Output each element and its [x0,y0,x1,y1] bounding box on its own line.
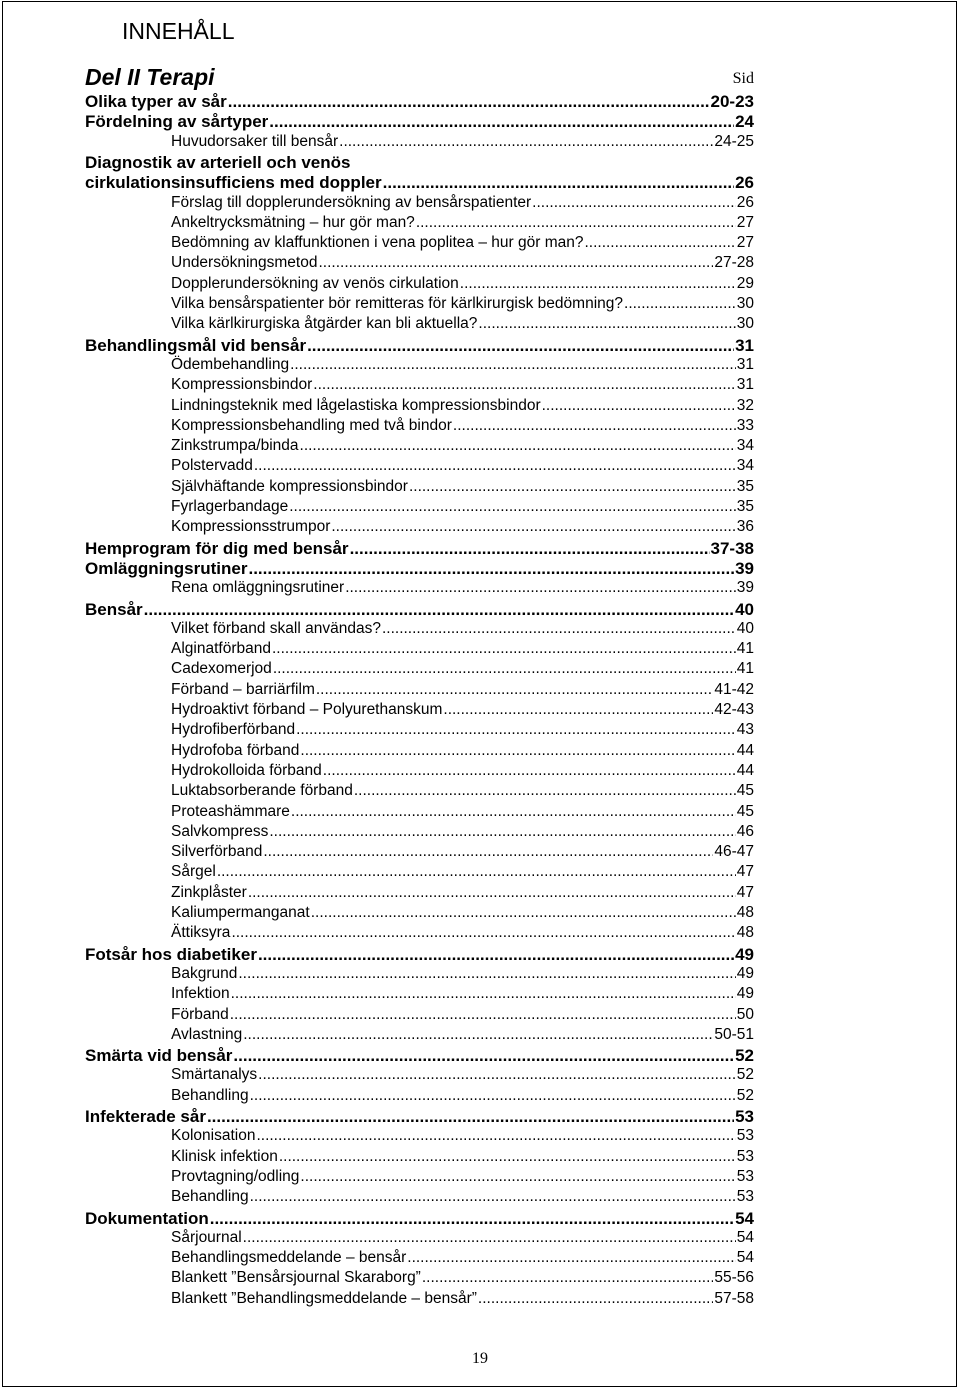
toc-entry[interactable] [171,660,754,680]
toc-entry[interactable] [171,275,754,295]
toc-entry[interactable] [171,803,754,823]
toc-entry-page: 53 [736,1167,754,1185]
toc-entry-page: 46 [736,822,754,840]
toc-entry-page: 36 [736,518,754,536]
toc-dot-leader [307,336,734,356]
toc-entry[interactable] [171,518,754,538]
toc-entry-label: Ättiksyra [171,924,231,942]
toc-entry-page: 37-38 [710,538,754,558]
toc-entry-page: 46-47 [714,843,754,861]
toc-entry[interactable] [171,234,754,254]
toc-entry-label: cirkulationsinsufficiens med doppler [85,173,382,193]
toc-dot-leader [383,173,734,193]
toc-entry-page: 44 [736,741,754,759]
toc-entry[interactable] [85,600,754,620]
toc-dot-leader [453,417,736,435]
toc-entry[interactable] [171,1087,754,1107]
toc-entry[interactable] [171,498,754,518]
toc-entry-label: Fotsår hos diabetiker [85,944,257,964]
toc-entry[interactable] [171,620,754,640]
toc-dot-leader [272,640,736,658]
toc-entry-page: 31 [736,355,754,373]
toc-entry-label: Zinkplåster [171,883,247,901]
toc-dot-leader [416,214,736,232]
toc-entry-page: 54 [736,1249,754,1267]
toc-entry-page: 49 [736,985,754,1003]
toc-entry-page: 41-42 [714,680,754,698]
toc-entry[interactable] [171,1026,754,1046]
toc-entry-label: Förslag till dopplerundersökning av bensårspatienter [171,193,532,211]
toc-dot-leader [258,1066,736,1084]
toc-entry[interactable] [171,640,754,660]
toc-dot-leader [478,315,735,333]
toc-entry-label: Lindningsteknik med lågelastiska kompressionsbindor [171,396,541,414]
toc-dot-leader [273,660,736,678]
toc-entry-page: 45 [736,782,754,800]
toc-entry[interactable] [171,1269,754,1289]
toc-entry-page: 41 [736,640,754,658]
toc-entry[interactable] [171,254,754,274]
toc-entry-label: Zinkstrumpa/binda [171,437,299,455]
toc-entry-page: 24 [735,112,754,132]
toc-entry-label: Ankeltrycksmätning – hur gör man? [171,213,415,231]
toc-dot-leader [354,782,736,800]
toc-entry-label: Bakgrund [171,964,238,982]
toc-entry[interactable] [171,843,754,863]
toc-entry[interactable] [171,214,754,234]
toc-entry[interactable] [171,721,754,741]
toc-entry[interactable] [171,457,754,477]
toc-entry-label: Sårjournal [171,1228,242,1246]
toc-entry[interactable] [171,1229,754,1249]
toc-entry-page: 48 [736,924,754,942]
toc-entry-page: 39 [736,579,754,597]
toc-entry-page: 47 [736,883,754,901]
toc-entry-page: 48 [736,904,754,921]
toc-dot-leader [243,1026,713,1044]
toc-entry-page: 26 [736,193,754,211]
toc-entry-label: Kompressionsbehandling med två bindor [171,416,452,434]
toc-entry-page: 27 [736,213,754,231]
toc-entry-label: Klinisk infektion [171,1147,278,1165]
toc-entry-label: Hemprogram för dig med bensår [85,538,349,558]
toc-entry[interactable] [171,1188,754,1208]
toc-entry[interactable] [171,295,754,315]
toc-entry[interactable] [85,92,754,112]
toc-entry[interactable] [171,965,754,985]
toc-dot-leader [331,518,735,536]
toc-dot-leader [144,600,734,620]
toc-entry-page: 53 [736,1188,754,1206]
toc-entry-page: 33 [736,416,754,434]
toc-dot-leader [316,681,713,699]
toc-entry-label: Bensår [85,599,143,619]
toc-entry-page: 30 [736,295,754,312]
toc-entry-label: Cadexomerjod [171,660,272,678]
toc-entry-page: 53 [736,1147,754,1165]
toc-dot-leader [339,133,713,151]
toc-entry[interactable] [171,884,754,904]
toc-entry-label: Smärta vid bensår [85,1046,233,1066]
toc-entry-label: Omläggningsrutiner [85,558,248,578]
toc-entry-label: Provtagning/odling [171,1167,300,1185]
toc-entry-label: Salvkompress [171,822,269,840]
toc-dot-leader [300,1168,735,1186]
toc-dot-leader [311,904,736,922]
toc-entry-page: 55-56 [714,1269,754,1287]
toc-dot-leader [269,112,734,132]
toc-entry-label: Huvudorsaker till bensår [171,132,339,150]
toc-entry-page: 43 [736,721,754,739]
toc-entry-label: Vilket förband skall användas? [171,619,381,637]
toc-dot-leader [269,823,735,841]
toc-entry-label: Kolonisation [171,1127,256,1145]
toc-entry-label: Avlastning [171,1025,243,1043]
toc-dot-leader [407,1249,735,1267]
toc-entry-label: Behandlingsmål vid bensår [85,335,307,355]
toc-entry[interactable] [85,559,754,579]
toc-entry-label: Proteashämmare [171,802,290,820]
toc-entry[interactable] [85,336,754,356]
toc-entry-label: Dopplerundersökning av venös cirkulation [171,274,459,292]
toc-dot-leader [238,965,735,983]
toc-entry[interactable] [171,437,754,457]
toc-entry-label: Ödembehandling [171,355,290,373]
toc-dot-leader [250,1087,736,1105]
toc-entry-page: 27-28 [714,254,754,272]
toc-entry-label: Självhäftande kompressionsbindor [171,477,408,495]
toc-entry-label: Blankett ”Bensårsjournal Skaraborg” [171,1269,421,1287]
toc-entry[interactable] [171,985,754,1005]
toc-entry[interactable] [85,945,754,965]
toc-entry-label: Infektion [171,985,230,1003]
toc-entry-label: Sårgel [171,863,216,881]
toc-entry-page: 20-23 [710,92,754,111]
toc-entry-page: 44 [736,761,754,779]
toc-entry-page: 54 [736,1228,754,1246]
toc-entry-page: 35 [736,498,754,515]
toc-dot-leader [263,843,713,861]
toc-entry-label: Luktabsorberande förband [171,782,353,800]
toc-entry-page: 24-25 [714,132,754,150]
toc-dot-leader [296,721,736,739]
toc-dot-leader [248,884,736,902]
toc-entry[interactable] [171,701,754,721]
toc-entry-page: 54 [735,1208,754,1228]
toc-entry[interactable] [85,173,754,193]
toc-entry-label: Behandling [171,1086,249,1104]
toc-dot-leader [532,194,736,212]
toc-entry[interactable] [171,681,754,701]
toc-dot-leader [323,762,736,780]
toc-entry[interactable] [171,1006,754,1026]
toc-entry-page: 31 [736,376,754,394]
toc-entry[interactable] [171,1249,754,1269]
toc-dot-leader [584,234,735,252]
toc-entry-page: 40 [736,619,754,637]
toc-entry-label: Silverförband [171,843,263,861]
toc-entry[interactable] [85,1046,754,1066]
toc-entry[interactable] [85,112,754,132]
toc-entry[interactable] [171,397,754,417]
toc-dot-leader [210,1209,734,1229]
toc-entry-label: Olika typer av sår [85,92,227,111]
toc-entry-label: Undersökningsmetod [171,254,318,272]
toc-dot-leader [228,92,710,112]
toc-entry[interactable] [171,417,754,437]
toc-entry-page: 26 [735,173,754,193]
toc-dot-leader [422,1269,713,1287]
toc-entry-page: 52 [736,1066,754,1084]
toc-entry[interactable] [171,579,754,599]
toc-dot-leader [300,437,736,455]
toc-entry-label: Förband [171,1005,229,1023]
toc-entry[interactable] [171,376,754,396]
toc-entry[interactable] [171,924,754,944]
toc-entry-page: 39 [735,558,754,578]
toc-dot-leader [624,295,736,313]
toc-dot-leader [478,1290,713,1308]
toc-entry[interactable] [171,742,754,762]
toc-dot-leader [248,559,734,579]
toc-dot-leader [313,376,735,394]
toc-entry-page: 49 [735,944,754,964]
toc-dot-leader [443,701,713,719]
toc-entry[interactable] [171,1168,754,1188]
page-title: INNEHÅLL [122,18,235,44]
toc-entry-label: Kompressionsbindor [171,376,313,394]
toc-entry-page: 52 [735,1046,754,1066]
toc-entry-page: 27 [736,234,754,252]
toc-entry-page: 52 [736,1086,754,1104]
toc-entry[interactable] [171,1148,754,1168]
toc-entry-label: Kaliumpermanganat [171,904,310,921]
toc-dot-leader [409,478,736,496]
toc-entry[interactable] [171,133,754,153]
toc-entry-label-line1: Diagnostik av arteriell och venös [85,152,351,172]
toc-dot-leader [233,1046,734,1066]
toc-entry-label: Behandlingsmeddelande – bensår [171,1249,407,1267]
toc-dot-leader [350,539,710,559]
toc-entry-label: Behandling [171,1188,249,1206]
toc-entry-label: Blankett ”Behandlingsmeddelande – bensår” [171,1289,477,1307]
toc-entry[interactable] [171,762,754,782]
toc-dot-leader [231,924,735,942]
toc-dot-leader [207,1107,734,1127]
toc-entry-label: Hydrofiberförband [171,721,296,739]
toc-entry-page: 53 [735,1107,754,1126]
toc-entry[interactable] [171,1066,754,1086]
toc-entry-label: Vilka kärlkirurgiska åtgärder kan bli aktuella? [171,315,478,333]
toc-entry-page: 32 [736,396,754,414]
toc-entry-label: Alginatförband [171,640,271,658]
toc-entry-label: Dokumentation [85,1208,209,1228]
toc-entry-page: 50-51 [714,1025,754,1043]
toc-entry-page: 42-43 [714,701,754,718]
toc-dot-leader [345,579,736,597]
toc-entry[interactable] [171,194,754,214]
toc-entry-page: 50 [736,1005,754,1023]
toc-dot-leader [382,620,736,638]
toc-dot-leader [231,985,736,1003]
toc-entry-page: 47 [736,863,754,881]
toc-entry-page: 57-58 [714,1289,754,1307]
toc-dot-leader [258,945,734,965]
part-title: Del II Terapi [85,64,215,90]
toc-entry-label: Rena omläggningsrutiner [171,579,345,597]
toc-entry-page: 34 [736,437,754,455]
toc-entry-label: Smärtanalys [171,1066,258,1084]
toc-entry-label: Fördelning av sårtyper [85,112,269,132]
toc-dot-leader [460,275,736,293]
toc-entry-page: 31 [735,335,754,355]
toc-entry[interactable] [85,1107,754,1127]
toc-entry[interactable] [171,356,754,376]
toc-entry[interactable] [85,539,754,559]
toc-entry-page: 30 [736,315,754,333]
toc-entry-label: Bedömning av klaffunktionen i vena poplitea – hur gör man? [171,234,584,252]
toc-dot-leader [318,254,713,272]
toc-entry[interactable] [171,904,754,924]
toc-dot-leader [289,498,736,516]
toc-entry[interactable] [171,863,754,883]
toc-dot-leader [254,457,736,475]
toc-dot-leader [250,1188,736,1206]
toc-entry-page: 35 [736,477,754,495]
toc-entry[interactable] [171,315,754,335]
toc-entry-page: 49 [736,964,754,982]
toc-entry-page: 29 [736,274,754,292]
toc-dot-leader [291,803,736,821]
toc-entry-label: Hydrofoba förband [171,741,300,759]
toc-entry-label: Fyrlagerbandage [171,498,289,515]
toc-entry-label: Infekterade sår [85,1107,206,1126]
toc-dot-leader [243,1229,736,1247]
toc-entry[interactable] [171,1127,754,1147]
toc-entry-page: 45 [736,802,754,820]
toc-dot-leader [256,1127,735,1145]
toc-entry-label: Förband – barriärfilm [171,680,315,698]
toc-entry-label: Polstervadd [171,457,253,475]
toc-dot-leader [542,397,736,415]
footer-page-number: 19 [472,1350,488,1367]
toc-entry-page: 41 [736,660,754,678]
toc-dot-leader [290,356,736,374]
page-column-header: Sid [732,70,754,87]
toc-entry-page: 34 [736,457,754,475]
toc-dot-leader [300,742,735,760]
toc-entry[interactable] [171,823,754,843]
toc-entry-page: 53 [736,1127,754,1145]
toc-dot-leader [217,863,736,881]
toc-entry[interactable] [171,478,754,498]
toc-entry-label: Hydroaktivt förband – Polyurethanskum [171,701,443,718]
toc-entry[interactable] [85,1209,754,1229]
toc-entry[interactable] [171,782,754,802]
toc-entry-label: Vilka bensårspatienter bör remitteras för kärlkirurgisk bedömning? [171,295,624,312]
toc-entry-page: 40 [735,599,754,619]
toc-dot-leader [279,1148,736,1166]
toc-entry[interactable] [171,1290,754,1310]
toc-entry-label: Hydrokolloida förband [171,761,322,779]
toc-entry-label: Kompressionsstrumpor [171,518,331,536]
toc-dot-leader [230,1006,736,1024]
